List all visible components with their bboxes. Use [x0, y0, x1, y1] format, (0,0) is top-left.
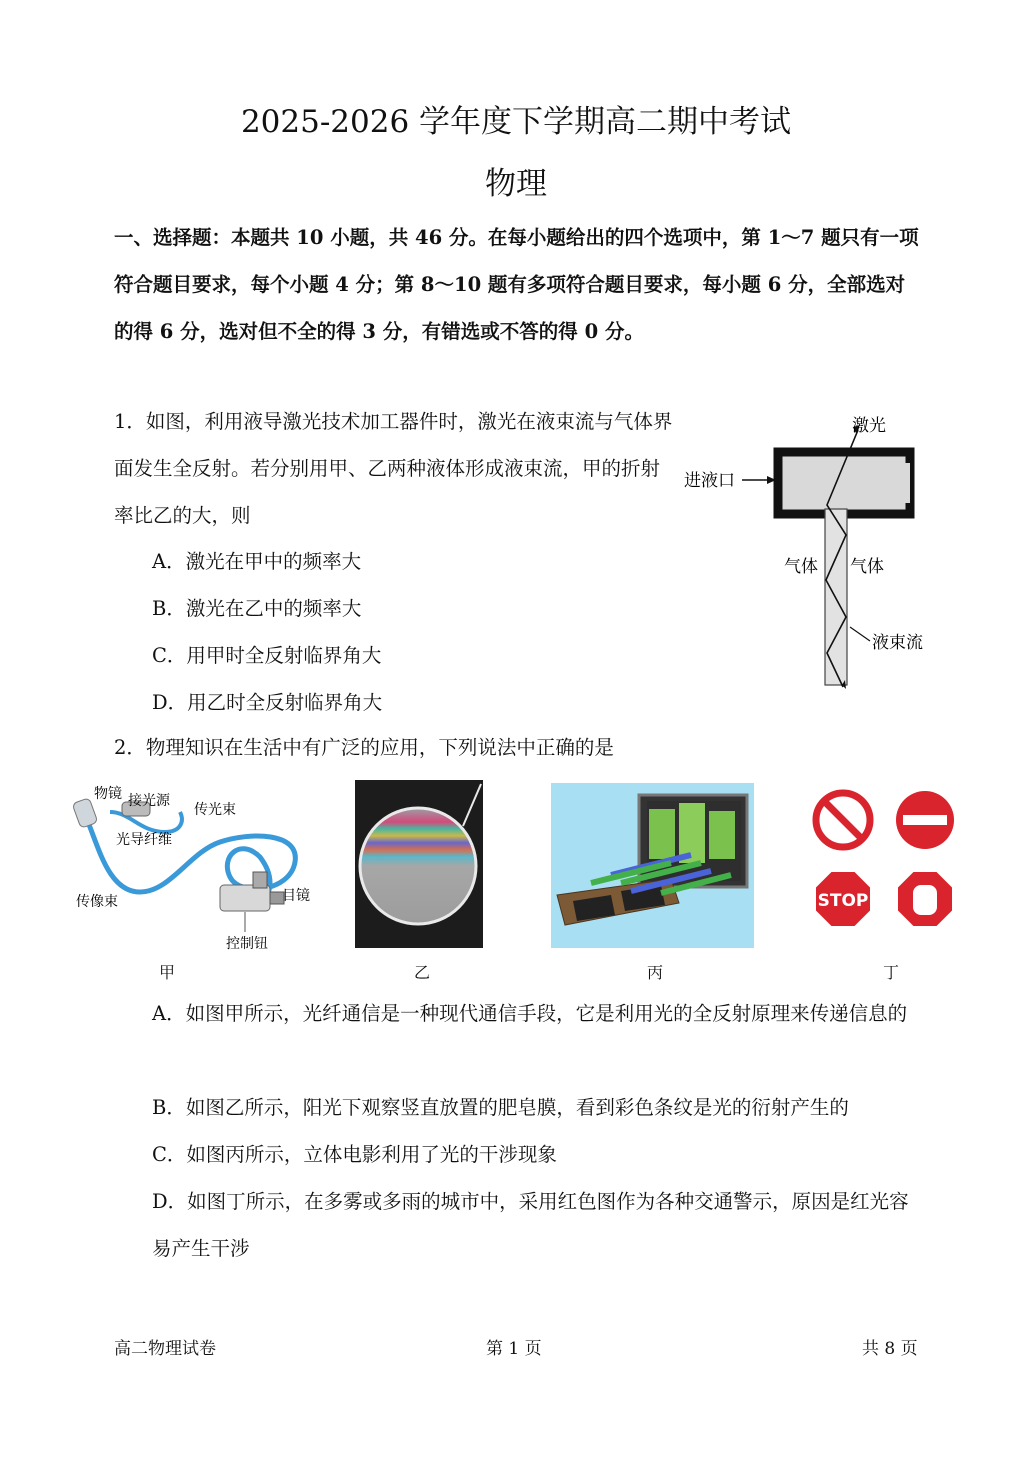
q2-option-d: D．如图丁所示，在多雾或多雨的城市中，采用红色图作为各种交通警示，原因是红光容易产生干涉: [152, 1190, 909, 1260]
q1-option-d: D．用乙时全反射临界角大: [152, 691, 383, 714]
label-laser: 激光: [852, 416, 886, 436]
footer-total-pages: 共 8 页: [862, 1339, 918, 1359]
q1-option-c: C．用甲时全反射临界角大: [152, 644, 382, 667]
stop-sign-text: STOP: [817, 891, 869, 911]
objective-lens: [72, 798, 98, 829]
label-liquid-stream: 液束流: [872, 633, 923, 653]
label-light-beam: 传光束: [194, 802, 236, 818]
q2-option-a: A．如图甲所示，光纤通信是一种现代通信手段，它是利用光的全反射原理来传递信息的: [152, 1002, 908, 1025]
control-body: [220, 885, 270, 911]
q1-option-b: B．激光在乙中的频率大: [152, 597, 362, 620]
figure-ding-traffic-signs: [805, 785, 960, 945]
label-gas-right: 气体: [850, 557, 884, 577]
footer-exam-name: 高二物理试卷: [114, 1339, 216, 1359]
label-control-knob: 控制钮: [226, 936, 268, 952]
figure-label-jia: 甲: [158, 963, 175, 982]
figure-label-yi: 乙: [413, 963, 430, 982]
footer-page-number: 第 1 页: [486, 1339, 542, 1359]
label-image-beam: 传像束: [76, 894, 118, 910]
label-eyepiece: 目镜: [282, 888, 310, 904]
figure-yi-soap-film: [355, 780, 483, 948]
q1-option-a: A．激光在甲中的频率大: [152, 550, 362, 573]
label-objective: 物镜: [94, 786, 122, 802]
figure-label-ding: 丁: [882, 963, 899, 982]
exam-title: 2025-2026 学年度下学期高二期中考试: [240, 104, 792, 140]
nozzle-chamber: [790, 463, 910, 503]
figure-label-bing: 丙: [646, 963, 663, 982]
section-instructions: 一、选择题：本题共 10 小题，共 46 分。在每小题给出的四个选项中，第 1～7 题只有一项符合题目要求，每个小题 4 分；第 8～10 题有多项符合题目要求，每小题 6 分，全部选对的得 6 分，选对但不全的得 3 分，有错选或不答的得 0 分。: [114, 226, 919, 343]
figure-bing-3d-cinema: [551, 783, 754, 948]
label-inlet: 进液口: [684, 471, 735, 491]
label-light-source: 接光源: [128, 793, 170, 809]
label-fiber: 光导纤维: [116, 832, 172, 848]
subject-title: 物理: [485, 166, 547, 202]
figure-jia-fiber-scope: [70, 782, 320, 957]
question-1-stem: 1．如图，利用液导激光技术加工器件时，激光在液束流与气体界面发生全反射。若分别用甲、乙两种液体形成液束流，甲的折射率比乙的大，则: [114, 410, 673, 527]
label-gas-left: 气体: [784, 557, 818, 577]
q2-option-b: B．如图乙所示，阳光下观察竖直放置的肥皂膜，看到彩色条纹是光的衍射产生的: [152, 1096, 849, 1119]
q2-option-c: C．如图丙所示，立体电影利用了光的干涉现象: [152, 1143, 557, 1166]
soap-film-ring: [360, 808, 476, 924]
q1-laser-figure: [680, 405, 940, 695]
question-2-stem: 2．物理知识在生活中有广泛的应用，下列说法中正确的是: [114, 736, 614, 759]
